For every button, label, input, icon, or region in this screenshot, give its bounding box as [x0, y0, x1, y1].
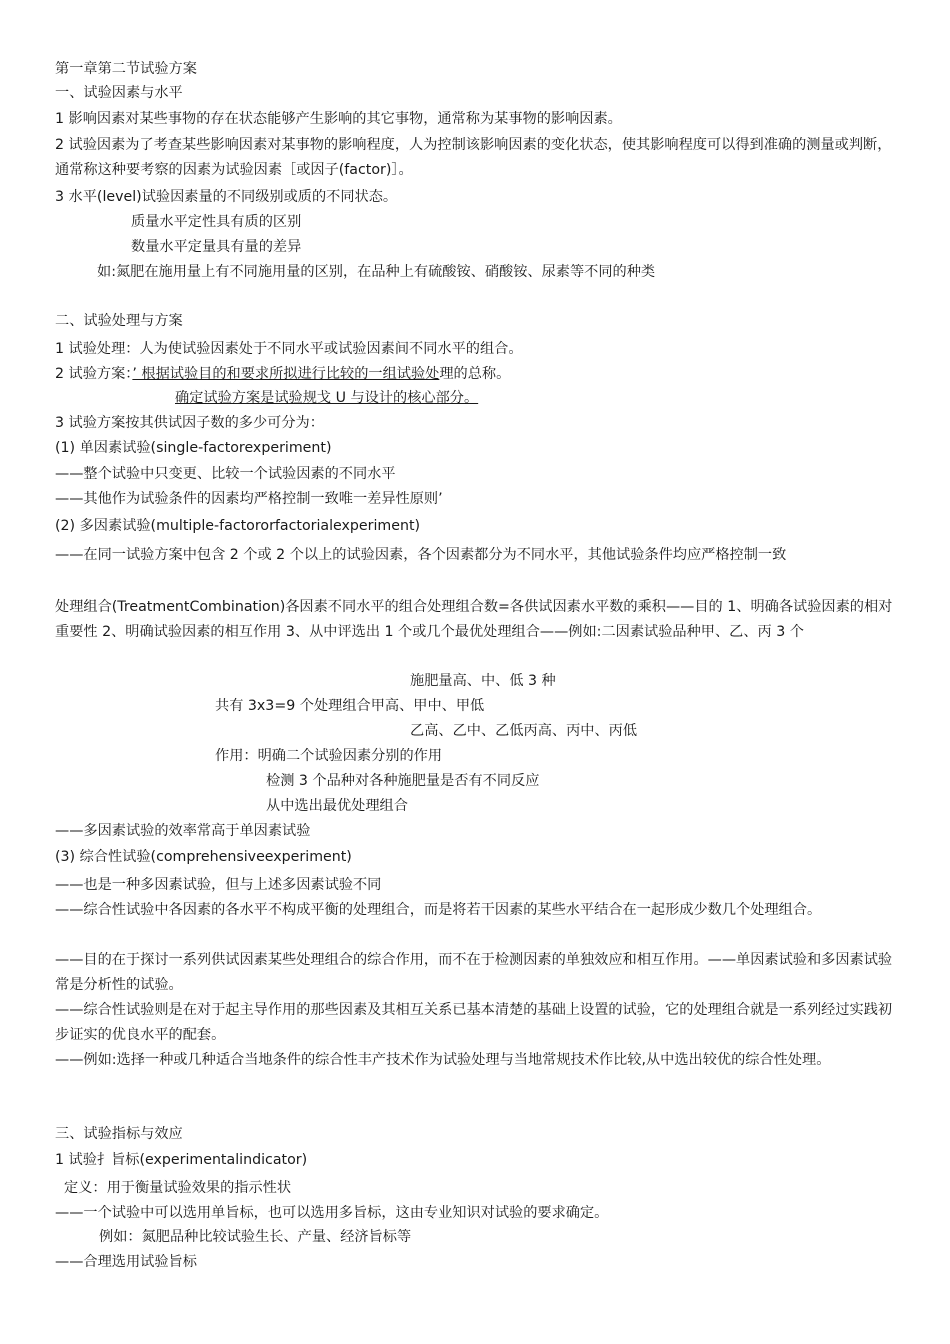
example-line: 乙高、乙中、乙低丙高、丙中、丙低 — [410, 723, 638, 739]
paragraph: 2 试验因素为了考查某些影响因素对某事物的影响程度，人为控制该影响因素的变化状态，使其影响程度可以得到准确的测量或判断，通常称这种要考察的因素为试验因素［或因子(factor)］。 — [55, 137, 892, 178]
list-detail: ——一个试验中可以选用单旨标，也可以选用多旨标，这由专业知识对试验的要求确定。 — [55, 1205, 609, 1221]
example-line: 检测 3 个品种对各种施肥量是否有不同反应 — [266, 773, 540, 789]
list-detail: ——多因素试验的效率常高于单因素试验 — [55, 823, 311, 839]
paragraph: 1 试验处理：人为使试验因素处于不同水平或试验因素间不同水平的组合。 — [55, 341, 523, 357]
document-title: 第一章第二节试验方案 — [55, 61, 197, 77]
list-item-heading: (1) 单因素试验(single-factorexperiment) — [55, 440, 332, 456]
example-line: 作用：明确二个试验因素分别的作用 — [215, 748, 443, 764]
list-item-heading: (2) 多因素试验(multiple-factororfactorialexperiment) — [55, 518, 421, 534]
paragraph: 3 水平(level)试验因素量的不同级别或质的不同状态。 — [55, 189, 398, 205]
list-item-heading: (3) 综合性试验(comprehensiveexperiment) — [55, 849, 352, 865]
section-1-heading: 一、试验因素与水平 — [55, 85, 183, 101]
list-detail: ——综合性试验则是在对于起主导作用的那些因素及其相互关系已基本清楚的基础上设置的试验，它的处理组合就是一系列经过实践初步证实的优良水平的配套。 — [55, 1002, 893, 1043]
indented-line: 质量水平定性具有质的区别 — [131, 214, 302, 230]
example-line: 施肥量高、中、低 3 种 — [410, 673, 556, 689]
trailing-text: 理的总称。 — [439, 366, 511, 382]
section-3-heading: 三、试验指标与效应 — [55, 1126, 183, 1142]
list-detail: ——其他作为试验条件的因素均严格控制一致唯一差异性原则’ — [55, 491, 443, 507]
paragraph: 3 试验方案按其供试因子数的多少可分为： — [55, 415, 324, 431]
paragraph: 1 影响因素对某些事物的存在状态能够产生影响的其它事物，通常称为某事物的影响因素。 — [55, 111, 622, 127]
list-item-heading: 1 试验扌旨标(experimentalindicator) — [55, 1152, 308, 1168]
list-detail: ——在同一试验方案中包含 2 个或 2 个以上的试验因素，各个因素都分为不同水平，其他试验条件均应严格控制一致 — [55, 547, 787, 563]
list-detail: ——也是一种多因素试验，但与上述多因素试验不同 — [55, 877, 382, 893]
label-text: 2 试验方案： — [55, 366, 133, 382]
example-line: 例如：氮肥品种比较试验生长、产量、经济旨标等 — [99, 1229, 412, 1245]
list-detail: ——目的在于探讨一系列供试因素某些处理组合的综合作用，而不在于检测因素的单独效应和相互作用。——单因素试验和多因素试验常是分析性的试验。 — [55, 952, 893, 993]
section-2-heading: 二、试验处理与方案 — [55, 313, 183, 329]
list-detail: ——合理选用试验旨标 — [55, 1254, 197, 1270]
list-detail: ——综合性试验中各因素的各水平不构成平衡的处理组合，而是将若干因素的某些水平结合在一起形成少数几个处理组合。 — [55, 902, 822, 918]
list-detail: ——例如:选择一种或几种适合当地条件的综合性丰产技术作为试验处理与当地常规技术作比较,从中选出较优的综合性处理。 — [55, 1052, 831, 1068]
example-line: 如:氮肥在施用量上有不同施用量的区别，在品种上有硫酸铵、硝酸铵、尿素等不同的种类 — [97, 264, 656, 280]
example-line: 从中选出最优处理组合 — [266, 798, 408, 814]
underlined-line: 确定试验方案是试验规戈 U 与设计的核心部分。 — [175, 390, 479, 406]
example-line: 共有 3x3=9 个处理组合甲高、甲中、甲低 — [215, 698, 485, 714]
paragraph: 处理组合(TreatmentCombination)各因素不同水平的组合处理组合数=各供试因素水平数的乘积——目的 1、明确各试验因素的相对重要性 2、明确试验因素的相互作用 3、从中评选出 1 个或几个最优处理组合——例如:二因素试验品种甲、乙、丙 3 个 — [55, 599, 893, 640]
definition-line: 定义：用于衡量试验效果的指示性状 — [64, 1180, 292, 1196]
list-detail: ——整个试验中只变更、比较一个试验因素的不同水平 — [55, 466, 396, 482]
paragraph — [55, 362, 900, 387]
underlined-text: ’ 根据试验目的和要求所拟进行比较的一组试验处 — [132, 366, 440, 382]
indented-line: 数量水平定量具有量的差异 — [131, 239, 302, 255]
